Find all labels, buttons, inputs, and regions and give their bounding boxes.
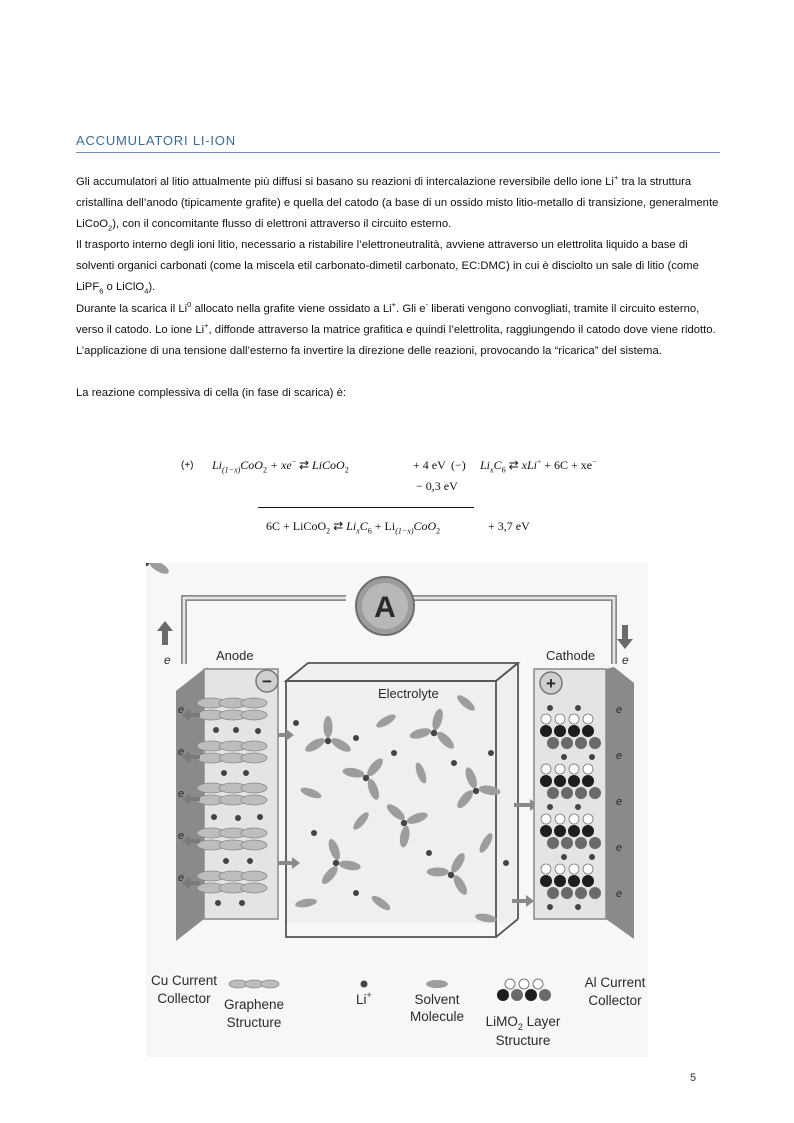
total-potential: + 3,7 eV [488, 519, 530, 533]
legend-cu-collector: Cu Current [150, 973, 218, 988]
svg-text:e: e [616, 704, 623, 716]
legend-al-collector: Al Current [584, 975, 646, 990]
cathode-sign: (+) [181, 460, 194, 471]
svg-text:Collector: Collector [588, 993, 642, 1008]
svg-text:+: + [546, 674, 556, 693]
legend-graphene: Graphene [223, 997, 285, 1012]
cathode-potential: + 4 eV [413, 458, 446, 472]
paragraph-overall-reaction: La reazione complessiva di cella (in fase di scarica) è: [76, 386, 346, 399]
body-text [76, 172, 726, 404]
legend-li-ion: Li+ [356, 990, 372, 1007]
svg-text:e: e [616, 750, 623, 762]
legend-limo2: LiMO$_2$ Layer [485, 1014, 561, 1032]
anode-reaction: $Li_xC_6$ ⇄ xLi+ + 6C + xe− [480, 457, 597, 475]
svg-text:e: e [178, 872, 185, 884]
svg-text:Structure: Structure [495, 1033, 551, 1048]
paragraph-recharge: L’applicazione di una tensione dall’esterno fa invertire la direzione delle reazioni, provocando la “ricarica” del sistema. [76, 344, 662, 357]
li-ion-cell-diagram [146, 563, 648, 1057]
cathode-reaction: $Li_{(1-x)}CoO_2 + xe^-$ ⇄ LiCoO$_2$ [212, 457, 349, 475]
electrolyte-label: Electrolyte [378, 686, 439, 701]
section-title: ACCUMULATORI LI-ION [76, 133, 236, 148]
svg-text:Collector: Collector [157, 991, 211, 1006]
anode-sign: (−) [451, 458, 466, 472]
equation-sum-rule [258, 507, 474, 508]
cathode-label: Cathode [546, 648, 596, 663]
svg-text:e: e [616, 888, 623, 900]
svg-text:e: e [616, 842, 623, 854]
anode-potential: − 0,3 eV [416, 479, 458, 493]
total-reaction: 6C + LiCoO$_2$ ⇄ $Li_xC_6 + Li_{(1-x)}CoO_2$ [266, 519, 441, 536]
paragraph-transport: Il trasporto interno degli ioni litio, necessario a ristabilire l’elettroneutralità, avviene attraverso un elettrolita liquido a base di solventi organici carbonati (come la miscela etil carbonato-dimetil carbonato, EC:DMC) in cui è disciolto un sale di litio (come LiPF$_6$ o LiClO$_4$). [76, 239, 699, 296]
svg-text:−: − [262, 672, 272, 691]
electron-label-left: e [164, 653, 171, 667]
ammeter-label: A [374, 591, 396, 624]
anode-label: Anode [216, 648, 254, 663]
electron-label-right: e [622, 653, 629, 667]
legend-solvent: Solvent [414, 992, 460, 1007]
paragraph-discharge: Durante la scarica il Li$^0$ allocato nella grafite viene ossidato a Li+. Gli e- liberati vengono convogliati, tramite il circuito esterno, verso il catodo. Lo ione Li+, diffonde attraverso la matrice grafitica e quindi l’elettrolita, raggiungendo il catodo dove viene ridotto. [76, 299, 716, 336]
paragraph-intercalation: Gli accumulatori al litio attualmente più diffusi si basano su reazioni di intercalazione reversibile dello ione Li+ tra la struttura cristallina dell’anodo (tipicamente grafite) e quella del catodo (a base di un ossido misto litio-metallo di transizione, generalmente LiCoO$_2$), con il concomitante flusso di elettroni attraverso il circuito esterno. [76, 173, 719, 233]
svg-text:e: e [178, 830, 185, 842]
svg-text:Structure: Structure [226, 1015, 282, 1030]
svg-text:e: e [178, 704, 185, 716]
page-number: 5 [690, 1072, 697, 1084]
section-title-rule [76, 152, 720, 153]
svg-text:e: e [178, 746, 185, 758]
li-ion-legend-icon [361, 981, 368, 988]
svg-text:e: e [178, 788, 185, 800]
solvent-legend-icon [426, 980, 448, 988]
svg-text:Molecule: Molecule [409, 1009, 465, 1024]
svg-text:e: e [616, 796, 623, 808]
electrolyte-region [286, 663, 516, 923]
graphene-legend-icon [229, 980, 279, 988]
